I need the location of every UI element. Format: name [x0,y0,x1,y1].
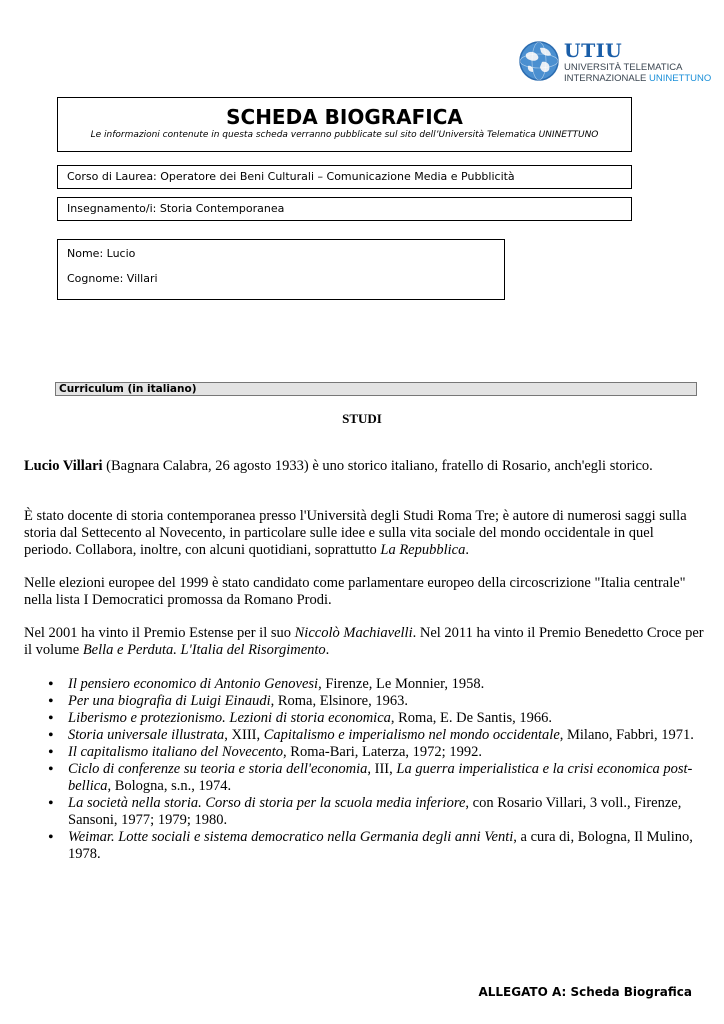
bio-paragraph-2-end: . [465,542,469,558]
bio-paragraph-4-a: Nel 2001 ha vinto il Premio Estense per il suo [24,625,295,641]
first-name-field: Nome: Lucio [67,247,136,260]
work-details: , XIII, [224,727,264,743]
work-title: Storia universale illustrata [68,727,225,743]
bio-paragraph-2-text: È stato docente di storia contemporanea presso l'Università degli Studi Roma Tre; è autore di numerosi saggi sulla storia dal Settecento al Novecento, in particolare sulle idee e sulla vita sociale del mondo occidentale in quel periodo. Collabora, inoltre, con alcuni quotidiani, soprattutto [24,508,687,558]
works-list [24,676,700,863]
work-details: , Roma, Elsinore, 1963. [270,693,408,709]
section-heading: STUDI [342,411,382,426]
work-details: , III, [367,761,397,777]
teaching-field: Insegnamento/i: Storia Contemporanea [57,197,632,221]
logo-brand: UTIU [564,40,623,62]
work-title: Liberismo e protezionismo. Lezioni di storia economica [68,710,391,726]
bio-paragraph-3: Nelle elezioni europee del 1999 è stato candidato come parlamentare europeo della circoscrizione "Italia centrale" nella lista I Democratici promossa da Romano Prodi. [24,575,686,608]
work-details: , Firenze, Le Monnier, 1958. [318,676,485,692]
work-details: , Roma, E. De Santis, 1966. [390,710,552,726]
person-name: Lucio Villari [24,458,103,474]
work-title: Per una biografia di Luigi Einaudi [68,693,271,709]
page-subtitle: Le informazioni contenute in questa scheda verranno pubblicate sul sito dell’Università Telematica UNINETTUNO [90,130,599,140]
list-item [68,744,700,761]
course-field: Corso di Laurea: Operatore dei Beni Culturali – Comunicazione Media e Pubblicità [57,165,632,189]
book-title-bella-perduta: Bella e Perduta. L'Italia del Risorgimento [82,642,326,658]
title-box [57,97,632,152]
work-title: La società nella storia. Corso di storia per la scuola media inferiore [68,795,466,811]
bio-paragraph-2 [24,508,704,559]
logo-line2-prefix: INTERNAZIONALE [564,73,649,84]
globe-icon [518,40,560,82]
logo-university-line: UNIVERSITÀ TELEMATICA [564,62,683,73]
list-item [68,693,700,710]
work-subtitle: La guerra imperialistica e la crisi economica post-bellica [68,761,693,794]
bio-paragraph-4-c: . Nel 2011 ha vinto il Premio Benedetto Croce per il volume [24,625,704,658]
list-item [68,710,700,727]
work-subtitle: Capitalismo e imperialismo nel mondo occidentale [263,727,560,743]
bio-paragraph-4 [24,625,704,659]
curriculum-section-bar: Curriculum (in italiano) [55,382,697,396]
work-details: , con Rosario Villari, 3 voll., Firenze, Sansoni, 1977; 1979; 1980. [68,795,682,828]
list-item [68,676,700,693]
newspaper-title: La Repubblica [380,542,466,558]
work-details: , a cura di, Bologna, Il Mulino, 1978. [68,829,693,862]
bio-paragraph-1 [24,458,704,475]
work-title: Weimar. Lotte sociali e sistema democratico nella Germania degli anni Venti [68,829,514,845]
last-name-field: Cognome: Villari [67,272,158,285]
logo-line2-accent: UNINETTUNO [649,73,712,84]
list-item [68,761,700,795]
page-title: SCHEDA BIOGRAFICA [226,105,463,129]
list-item [68,829,700,863]
name-box [57,239,505,300]
work-details-end: , Bologna, s.n., 1974. [107,778,232,794]
work-title: Ciclo di conferenze su teoria e storia dell'economia [68,761,368,777]
work-details-end: , Milano, Fabbri, 1971. [559,727,694,743]
list-item [68,795,700,829]
list-item [68,727,700,744]
uninettuno-logo [518,40,712,86]
footer-label: ALLEGATO A: Scheda Biografica [478,985,692,999]
bio-paragraph-1-text: (Bagnara Calabra, 26 agosto 1933) è uno storico italiano, fratello di Rosario, anch'egli storico. [102,458,653,474]
logo-international-line [564,73,711,84]
work-title: Il pensiero economico di Antonio Genovesi [68,676,319,692]
book-title-machiavelli: Niccolò Machiavelli [294,625,413,641]
work-title: Il capitalismo italiano del Novecento [68,744,284,760]
work-details: , Roma-Bari, Laterza, 1972; 1992. [283,744,482,760]
bio-paragraph-4-e: . [325,642,330,658]
